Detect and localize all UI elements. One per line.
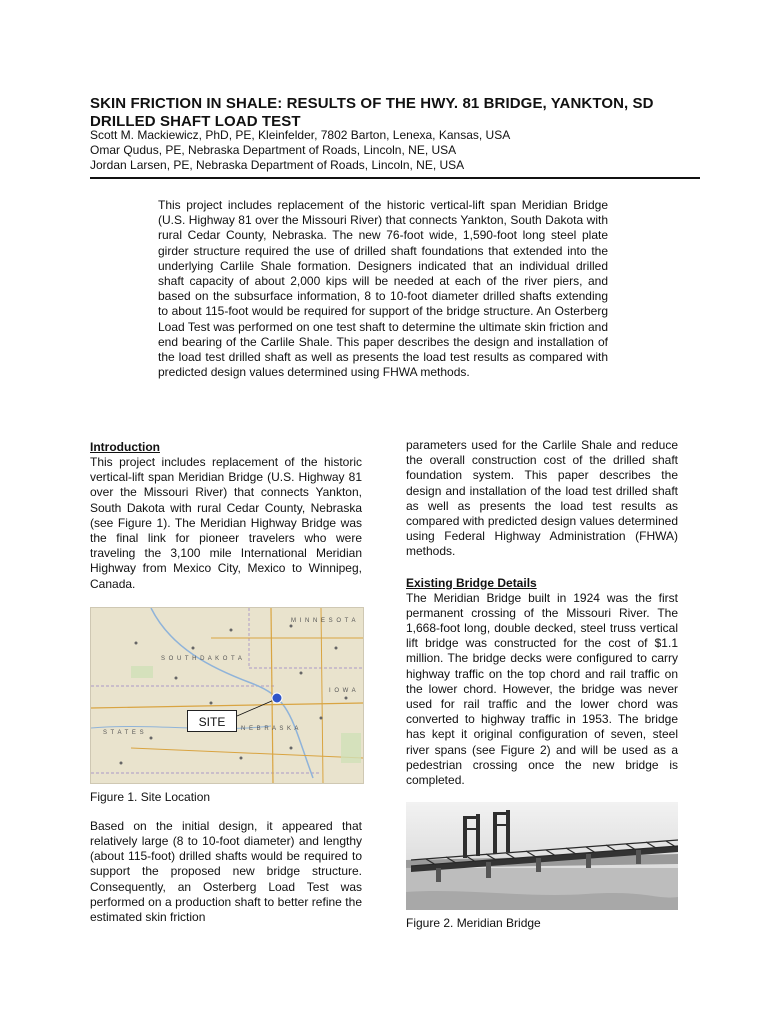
map-graphic	[91, 608, 363, 783]
paper-title	[90, 95, 700, 131]
map-label-states: S T A T E S	[103, 729, 145, 736]
map-label-iowa: I O W A	[329, 687, 357, 694]
author-2: Omar Qudus, PE, Nebraska Department of Roads, Lincoln, NE, USA	[90, 143, 457, 157]
figure-1-caption: Figure 1. Site Location	[90, 789, 211, 804]
introduction-paragraph: This project includes replacement of the historic vertical-lift span Meridian Bridge (U.S. Highway 81 over the Missouri River) that connects Yankton, South Dakota with rural Cedar County, Nebraska (see Figure 1). The Meridian Highway Bridge was the final link for pioneer travelers who were traveling the 3,100 mile International Meridian Highway from Mexico City, Mexico to Winnipeg, Canada.	[90, 455, 362, 591]
map-label-minnesota: M I N N E S O T A	[291, 617, 357, 624]
site-callout: SITE	[187, 710, 237, 732]
figure-2-caption: Figure 2. Meridian Bridge	[406, 916, 541, 931]
existing-bridge-heading: Existing Bridge Details	[406, 575, 537, 590]
map-label-south-dakota: S O U T H D A K O T A	[161, 655, 243, 662]
existing-bridge-paragraph: The Meridian Bridge built in 1924 was the first permanent crossing of the Missouri River. The 1,668-foot long, double decked, steel truss vertical lift bridge was constructed for the cost of $1.1 million. The bridge decks were configured to carry highway traffic on the top chord and rail traffic on the lower chord. However, the bridge was never used for rail traffic and the lower chord was converted to highway traffic in 1953. The bridge has kept it original configuration of seven, steel river spans (see Figure 2) and will be used as a pedestrian crossing once the new bridge is completed.	[406, 590, 678, 788]
map-label-nebraska: N E B R A S K A	[241, 725, 300, 732]
site-location-map	[90, 607, 364, 784]
meridian-bridge-photo	[406, 802, 678, 910]
header-divider	[90, 177, 700, 179]
title-line-1: SKIN FRICTION IN SHALE: RESULTS OF THE HWY. 81 BRIDGE, YANKTON, SD	[90, 95, 654, 112]
left-column	[90, 440, 362, 925]
abstract: This project includes replacement of the historic vertical-lift span Meridian Bridge (U.S. Highway 81 over the Missouri River) that connects Yankton, South Dakota with rural Cedar County, Nebraska. The new 76-foot wide, 1,590-foot long steel plate girder structure required the use of drilled shaft foundations that extended into the underlying Carlile Shale formation. Designers indicated that an individual drilled shaft capacity of about 2,000 kips will be needed at each of the river piers, and based on the subsurface information, 8 to 10-foot diameter drilled shafts extending to about 115-foot would be required for support of the bridge structure. An Osterberg Load Test was performed on one test shaft to determine the ultimate skin friction and end bearing of the Carlile Shale. This paper describes the design and installation of the load test drilled shaft as well as presents the load test results as compared with predicted design values determined using FHWA methods.	[158, 198, 608, 380]
bridge-image	[406, 802, 678, 910]
continuation-paragraph: parameters used for the Carlile Shale and reduce the overall construction cost of the drilled shaft foundation system. This paper describes the design and installation of the load test drilled shaft as well as presents the load test results as compared with predicted design values determined using Federal Highway Administration (FHWA) methods.	[406, 438, 678, 559]
right-column	[406, 438, 678, 931]
introduction-paragraph-2: Based on the initial design, it appeared that relatively large (8 to 10-foot diameter) and lengthy (about 115-foot) drilled shafts would be required to support the proposed new bridge structure. Consequently, an Osterberg Load Test was performed on a production shaft to better refine the estimated skin friction	[90, 818, 362, 925]
author-list	[90, 128, 700, 173]
author-3: Jordan Larsen, PE, Nebraska Department of Roads, Lincoln, NE, USA	[90, 158, 465, 172]
introduction-heading: Introduction	[90, 440, 160, 454]
author-1: Scott M. Mackiewicz, PhD, PE, Kleinfelder, 7802 Barton, Lenexa, Kansas, USA	[90, 128, 511, 142]
title-line-2: DRILLED SHAFT LOAD TEST	[90, 113, 301, 130]
